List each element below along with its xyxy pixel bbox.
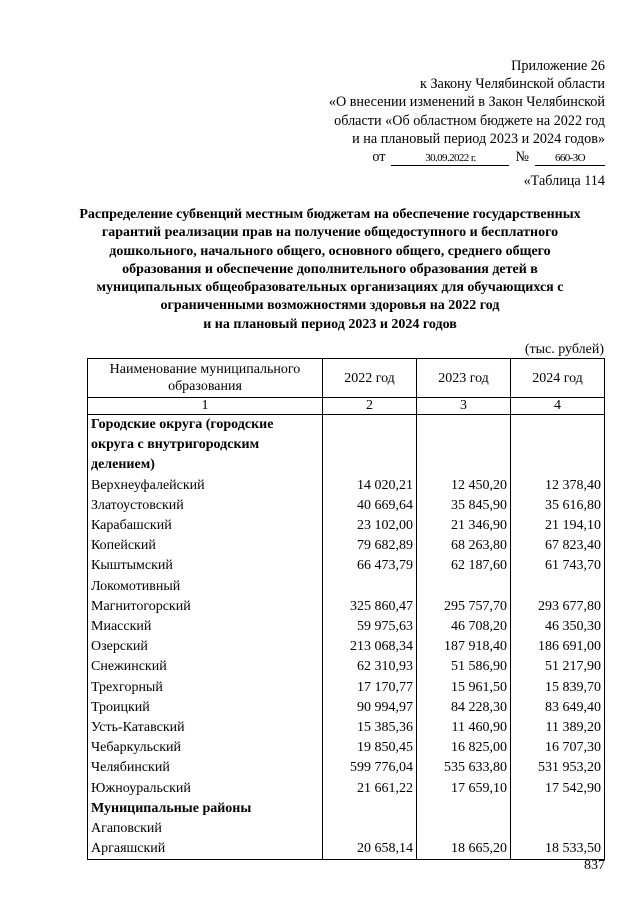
table-row: [88, 516, 605, 536]
value-cell-2022: 325 860,47: [323, 597, 417, 617]
value-cell-2024: 61 743,70: [511, 556, 605, 576]
annex-header: [329, 57, 605, 166]
value-cell-2024: 15 839,70: [511, 678, 605, 698]
table-row: [88, 657, 605, 677]
table-label: «Таблица 114: [523, 173, 605, 189]
table-row: [88, 738, 605, 758]
table-row: [88, 476, 605, 496]
value-cell-2022: 19 850,45: [323, 738, 417, 758]
title-line: муниципальных общеобразовательных организациях для обучающихся с: [96, 280, 564, 296]
title-line: Распределение субвенций местным бюджетам на обеспечение государственных: [79, 207, 581, 222]
value-cell-2023: 21 346,90: [417, 516, 511, 536]
value-cell-2023: [417, 799, 511, 819]
municipality-name-cell: Миасский: [88, 617, 323, 637]
municipality-name-cell: Южноуральский: [88, 779, 323, 799]
value-cell-2024: 83 649,40: [511, 698, 605, 718]
value-cell-2022: 90 994,97: [323, 698, 417, 718]
value-cell-2022: 20 658,14: [323, 839, 417, 860]
table-body: [88, 415, 605, 860]
municipality-name-cell: Копейский: [88, 536, 323, 556]
municipality-name-cell: Трехгорный: [88, 678, 323, 698]
title-line: дошкольного, начального общего, основного общего, среднего общего: [109, 243, 551, 259]
table-row: [88, 819, 605, 839]
value-cell-2022: 66 473,79: [323, 556, 417, 576]
municipality-name-cell: Локомотивный: [88, 577, 323, 597]
table-row: [88, 617, 605, 637]
municipality-name-cell: Озерский: [88, 637, 323, 657]
value-cell-2023: 46 708,20: [417, 617, 511, 637]
group-row: [88, 415, 605, 476]
table-row: [88, 597, 605, 617]
value-cell-2024: 67 823,40: [511, 536, 605, 556]
column-number: 2: [323, 398, 417, 415]
group-name-cell: Муниципальные районы: [88, 799, 323, 819]
value-cell-2024: [511, 819, 605, 839]
title-line: ограниченными возможностями здоровья на 2022 год: [160, 298, 500, 314]
municipality-name-cell: Верхнеуфалейский: [88, 476, 323, 496]
value-cell-2024: [511, 799, 605, 819]
value-cell-2022: 599 776,04: [323, 758, 417, 778]
annex-line: Приложение 26: [511, 58, 605, 74]
value-cell-2024: 17 542,90: [511, 779, 605, 799]
value-cell-2023: 68 263,80: [417, 536, 511, 556]
law-number: 660-ЗО: [535, 151, 605, 166]
table-row: [88, 758, 605, 778]
table-row: [88, 637, 605, 657]
value-cell-2022: [323, 415, 417, 476]
value-cell-2023: 84 228,30: [417, 698, 511, 718]
annex-line: области «Об областном бюджете на 2022 год: [334, 112, 605, 129]
number-label: №: [515, 149, 529, 166]
title-line: и на плановый период 2023 и 2024 годов: [203, 316, 457, 332]
table-row: [88, 698, 605, 718]
municipality-name-cell: Магнитогорский: [88, 597, 323, 617]
value-cell-2022: 15 385,36: [323, 718, 417, 738]
value-cell-2023: [417, 819, 511, 839]
value-cell-2024: 11 389,20: [511, 718, 605, 738]
municipality-name-cell: Челябинский: [88, 758, 323, 778]
title-line: гарантий реализации прав на получение общедоступного и бесплатного: [101, 225, 559, 241]
value-cell-2023: [417, 415, 511, 476]
header-2023: 2023 год: [417, 359, 511, 398]
column-number-row: [88, 398, 605, 415]
value-cell-2024: 35 616,80: [511, 496, 605, 516]
group-name-cell: Городские округа (городские округа с внутригородским делением): [88, 415, 323, 476]
value-cell-2024: 51 217,90: [511, 657, 605, 677]
municipality-name-cell: Аргаяшский: [88, 839, 323, 860]
value-cell-2022: 79 682,89: [323, 536, 417, 556]
value-cell-2023: 35 845,90: [417, 496, 511, 516]
column-number: 4: [511, 398, 605, 415]
units-label: (тыс. рублей): [524, 342, 604, 357]
value-cell-2022: 14 020,21: [323, 476, 417, 496]
value-cell-2022: [323, 577, 417, 597]
municipality-name-cell: Чебаркульский: [88, 738, 323, 758]
value-cell-2023: 535 633,80: [417, 758, 511, 778]
column-number: 1: [88, 398, 323, 415]
value-cell-2024: 18 533,50: [511, 839, 605, 860]
table-row: [88, 556, 605, 576]
annex-line: и на плановый период 2023 и 2024 годов»: [352, 130, 605, 147]
header-2024: 2024 год: [511, 359, 605, 398]
value-cell-2024: 16 707,30: [511, 738, 605, 758]
value-cell-2024: 186 691,00: [511, 637, 605, 657]
annex-line: к Закону Челябинской области: [420, 76, 605, 93]
value-cell-2023: 187 918,40: [417, 637, 511, 657]
municipality-name-cell: Карабашский: [88, 516, 323, 536]
table-row: [88, 496, 605, 516]
value-cell-2024: 293 677,80: [511, 597, 605, 617]
table-header-row: [88, 359, 605, 398]
municipality-name-cell: Златоустовский: [88, 496, 323, 516]
table-row: [88, 718, 605, 738]
value-cell-2023: 295 757,70: [417, 597, 511, 617]
from-label: от: [372, 149, 386, 166]
value-cell-2024: 46 350,30: [511, 617, 605, 637]
value-cell-2022: 59 975,63: [323, 617, 417, 637]
value-cell-2022: 17 170,77: [323, 678, 417, 698]
group-row: [88, 799, 605, 819]
value-cell-2023: 62 187,60: [417, 556, 511, 576]
law-reference: [329, 148, 605, 166]
document-title: [60, 206, 600, 334]
table-row: [88, 678, 605, 698]
value-cell-2024: 12 378,40: [511, 476, 605, 496]
municipality-name-cell: Кыштымский: [88, 556, 323, 576]
value-cell-2023: 12 450,20: [417, 476, 511, 496]
value-cell-2023: 17 659,10: [417, 779, 511, 799]
page-number: 837: [584, 858, 605, 873]
value-cell-2024: 21 194,10: [511, 516, 605, 536]
value-cell-2022: 23 102,00: [323, 516, 417, 536]
table-row: [88, 577, 605, 597]
value-cell-2022: 40 669,64: [323, 496, 417, 516]
municipality-name-cell: Агаповский: [88, 819, 323, 839]
value-cell-2023: 16 825,00: [417, 738, 511, 758]
value-cell-2024: [511, 415, 605, 476]
municipality-name-cell: Троицкий: [88, 698, 323, 718]
municipality-name-cell: Снежинский: [88, 657, 323, 677]
value-cell-2023: [417, 577, 511, 597]
value-cell-2022: [323, 819, 417, 839]
value-cell-2022: 213 068,34: [323, 637, 417, 657]
value-cell-2024: [511, 577, 605, 597]
value-cell-2023: 11 460,90: [417, 718, 511, 738]
table-row: [88, 839, 605, 860]
table-row: [88, 779, 605, 799]
title-line: образования и обеспечение дополнительного образования детей в: [122, 261, 538, 277]
subventions-table: [87, 358, 605, 860]
value-cell-2023: 15 961,50: [417, 678, 511, 698]
annex-line: «О внесении изменений в Закон Челябинской: [328, 94, 605, 111]
municipality-name-cell: Усть-Катавский: [88, 718, 323, 738]
header-2022: 2022 год: [323, 359, 417, 398]
value-cell-2022: [323, 799, 417, 819]
value-cell-2022: 62 310,93: [323, 657, 417, 677]
law-date: 30.09.2022 г.: [391, 151, 509, 166]
header-name: Наименование муниципального образования: [88, 359, 323, 398]
value-cell-2023: 51 586,90: [417, 657, 511, 677]
column-number: 3: [417, 398, 511, 415]
value-cell-2023: 18 665,20: [417, 839, 511, 860]
value-cell-2024: 531 953,20: [511, 758, 605, 778]
value-cell-2022: 21 661,22: [323, 779, 417, 799]
table-row: [88, 536, 605, 556]
